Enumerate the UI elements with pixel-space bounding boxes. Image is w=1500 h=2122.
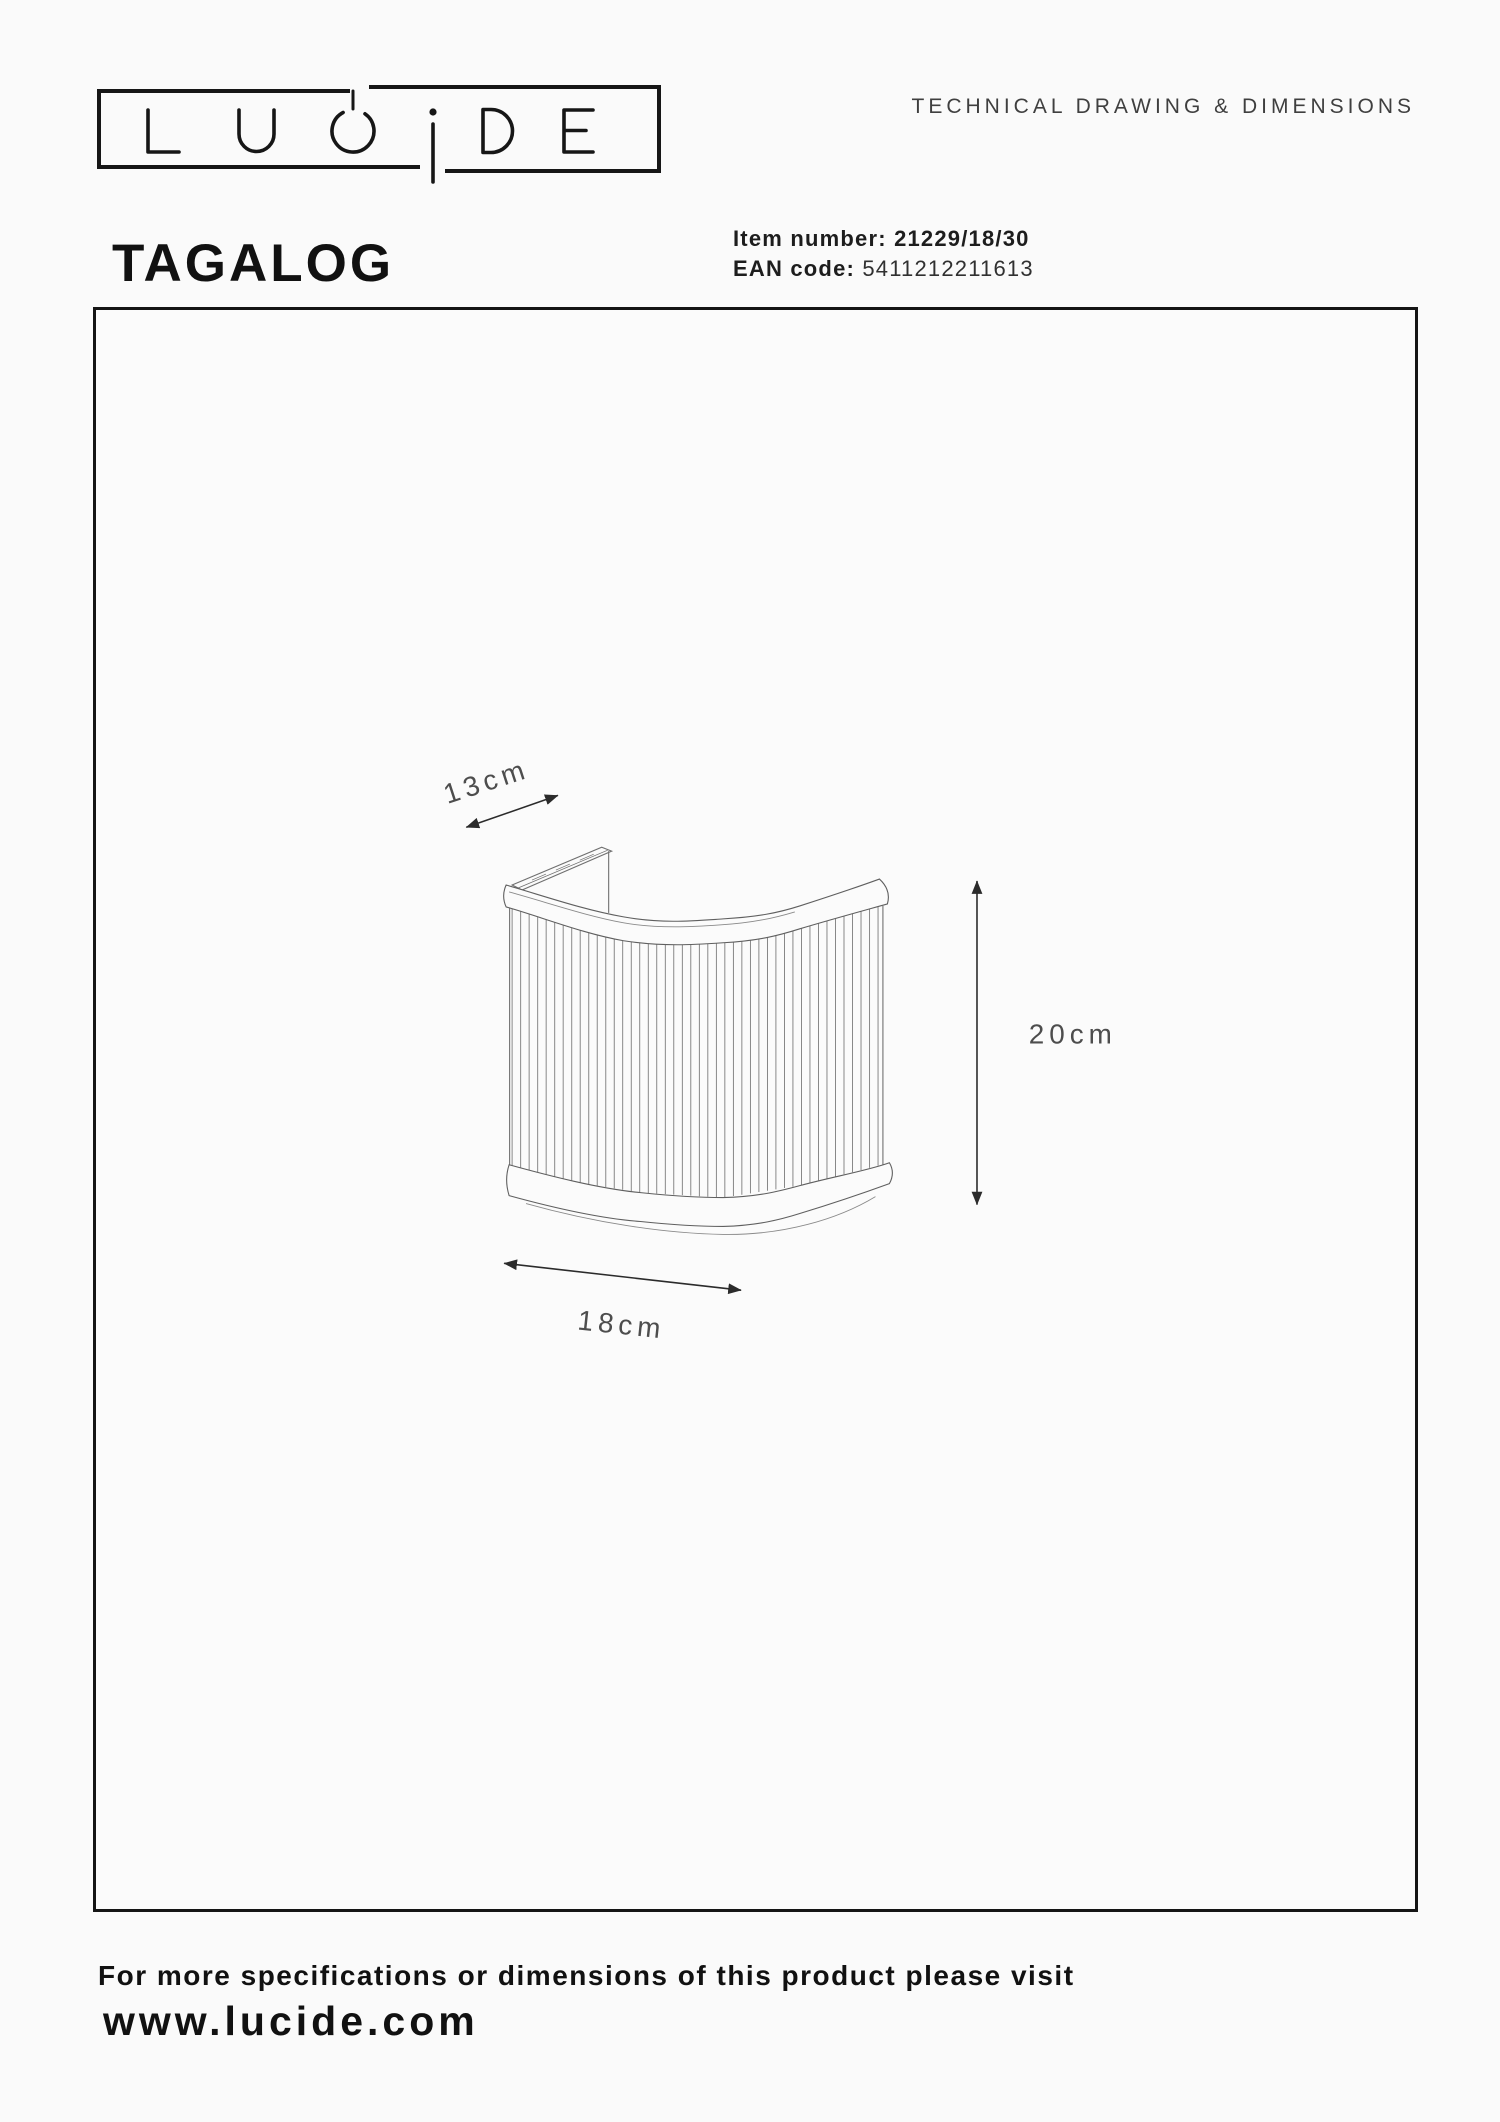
ean-value: 5411212211613 [862,256,1034,281]
dim-depth-label: 13cm [439,753,533,810]
logo-letter-l [148,110,179,152]
logo-letter-e [564,110,593,152]
logo-letter-c [332,113,374,153]
technical-drawing-box [93,307,1418,1912]
dim-depth-arrow [466,795,558,827]
dim-width-arrow [504,1263,741,1290]
item-number-value: 21229/18/30 [894,226,1030,251]
footer-note: For more specifications or dimensions of this product please visit [98,1960,1075,1991]
lamp-slats [512,907,878,1198]
dim-height-label: 20cm [1028,1018,1117,1050]
item-info-block [733,224,1034,284]
product-name: TAGALOG [112,234,395,293]
ean-label: EAN code: [733,256,856,281]
dim-width-label: 18cm [576,1304,668,1345]
dim-depth [440,753,558,827]
doc-title: TECHNICAL DRAWING & DIMENSIONS [911,95,1415,118]
dim-width [504,1263,741,1344]
lucide-logo [93,85,665,185]
lamp-drawing [504,847,893,1234]
ean-row [733,254,1034,284]
item-number-row [733,224,1034,254]
lamp-technical-drawing [96,310,1415,1909]
logo-letter-i-dot [429,108,436,115]
logo-letter-d [483,110,513,153]
footer-website: www.lucide.com [103,1998,479,2044]
lamp-top-band [504,879,889,945]
logo-letter-u [239,110,274,152]
item-number-label: Item number: [733,226,887,251]
dim-height [977,881,1117,1205]
